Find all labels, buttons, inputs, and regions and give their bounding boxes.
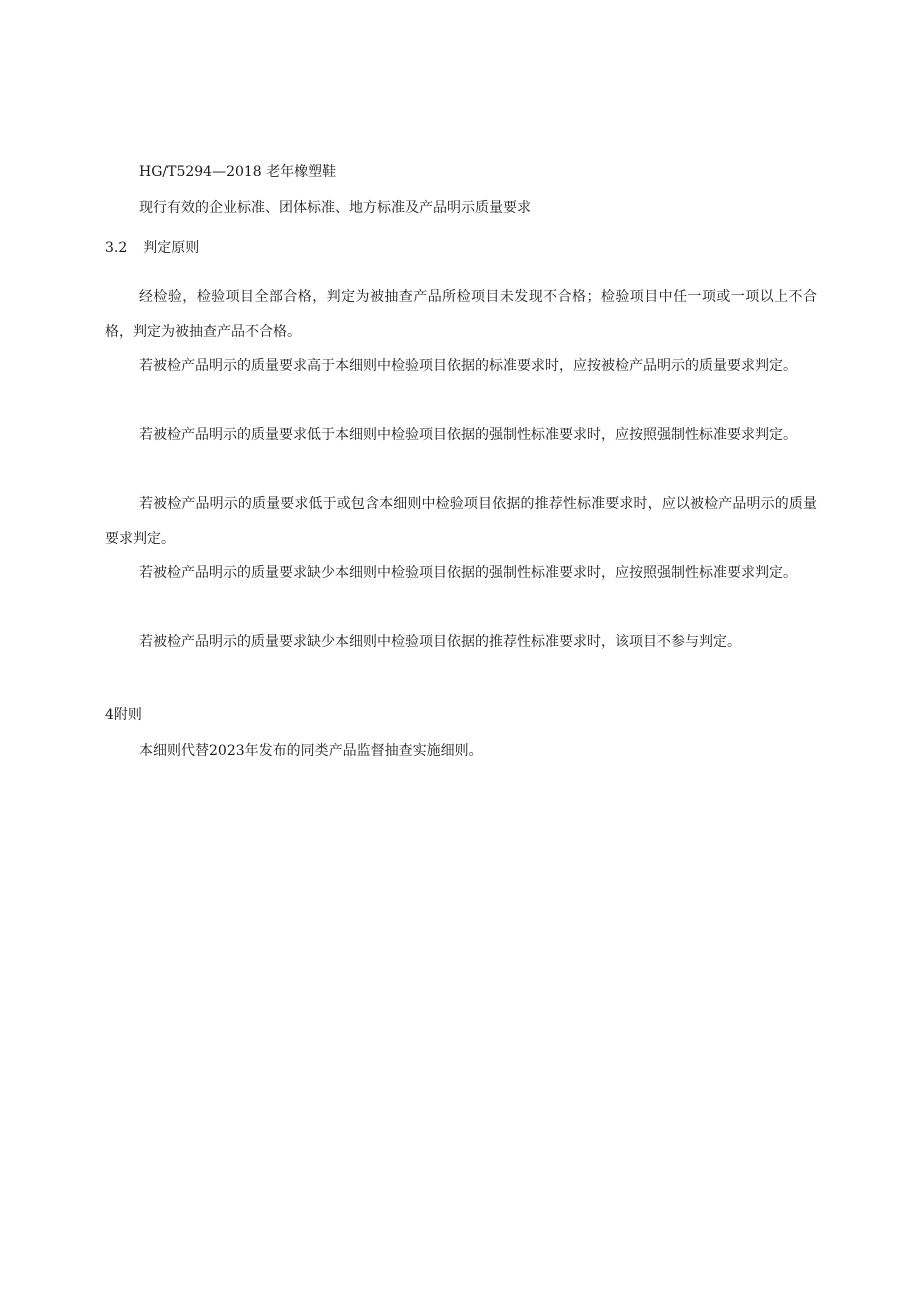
other-standards-line: 现行有效的企业标准、团体标准、地方标准及产品明示质量要求 <box>139 200 531 216</box>
judgment-paragraph-lower-recommended: 若被检产品明示的质量要求低于或包含本细则中检验项目依据的推荐性标准要求时，应以被检产品明示的质量要求判定。 <box>105 496 817 547</box>
section-number: 3.2 <box>105 240 128 256</box>
supplementary-paragraph: 本细则代替2023年发布的同类产品监督抽查实施细则。 <box>139 743 483 759</box>
judgment-paragraph-overall: 经检验，检验项目全部合格，判定为被抽查产品所检项目未发现不合格；检验项目中任一项或一项以上不合格，判定为被抽查产品不合格。 <box>105 289 817 340</box>
judgment-paragraph-higher-claim: 若被检产品明示的质量要求高于本细则中检验项目依据的标准要求时，应按被检产品明示的质量要求判定。 <box>139 358 797 374</box>
section-3-2-heading <box>105 239 199 257</box>
standard-reference-line: HG/T5294—2018 老年橡塑鞋 <box>139 164 337 180</box>
judgment-paragraph-missing-recommended: 若被检产品明示的质量要求缺少本细则中检验项目依据的推荐性标准要求时，该项目不参与判定。 <box>139 634 741 650</box>
judgment-paragraph-lower-mandatory: 若被检产品明示的质量要求低于本细则中检验项目依据的强制性标准要求时，应按照强制性标准要求判定。 <box>139 427 797 443</box>
judgment-paragraph-missing-mandatory: 若被检产品明示的质量要求缺少本细则中检验项目依据的强制性标准要求时，应按照强制性标准要求判定。 <box>139 565 797 581</box>
section-4-heading: 4附则 <box>105 707 142 723</box>
section-title: 判定原则 <box>143 240 200 256</box>
